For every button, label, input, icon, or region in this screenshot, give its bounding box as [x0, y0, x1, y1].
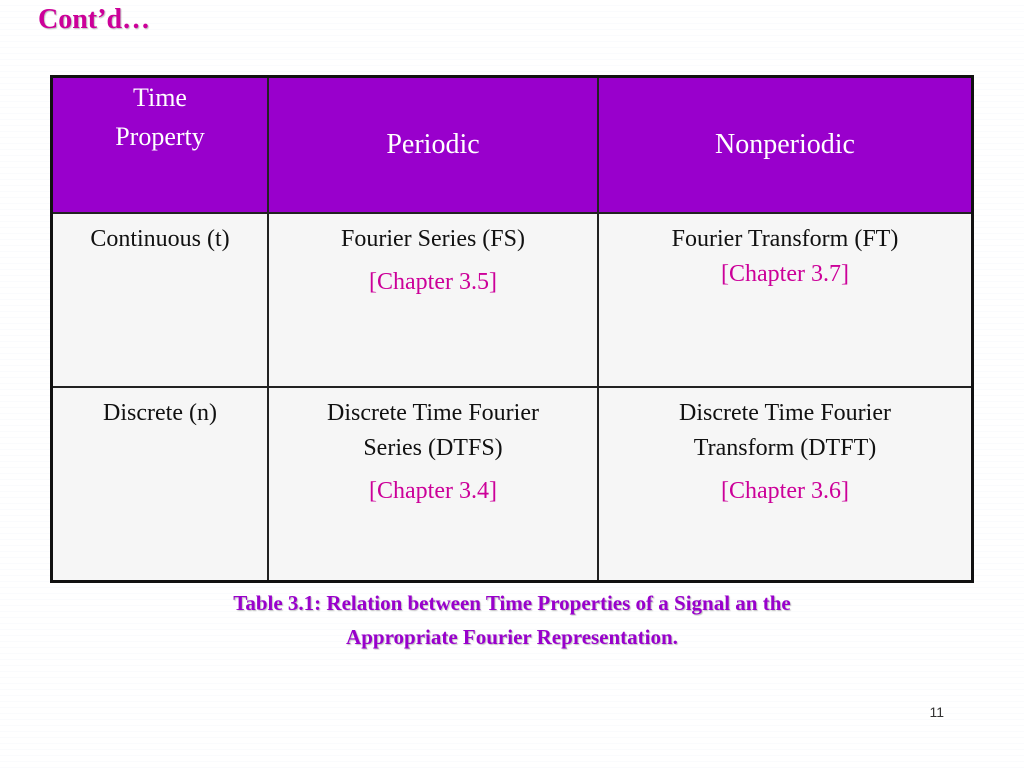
header-periodic: Periodic	[268, 77, 598, 214]
chapter-reference: [Chapter 3.7]	[721, 260, 849, 287]
header-time-line: Time	[133, 83, 187, 112]
cell-text-line: Fourier Transform (FT)	[671, 226, 899, 252]
page-number: 11	[929, 704, 944, 720]
table-row-discrete	[52, 387, 973, 582]
cell-text-line: Series (DTFS)	[363, 434, 503, 461]
caption-line: Appropriate Fourier Representation.	[346, 624, 678, 649]
cell-text-line: Discrete Time Fourier	[679, 400, 891, 426]
cell-time-discrete: Discrete (n)	[52, 387, 269, 582]
cell-discrete-periodic	[268, 387, 598, 582]
table-row-continuous	[52, 213, 973, 387]
cell-continuous-nonperiodic	[598, 213, 973, 387]
cell-text-line: Transform (DTFT)	[693, 434, 877, 461]
header-property-line: Property	[115, 122, 205, 151]
fourier-representation-table	[50, 75, 974, 583]
table-caption	[0, 587, 1024, 654]
cell-text-line: Discrete Time Fourier	[327, 400, 539, 426]
cell-discrete-nonperiodic	[598, 387, 973, 582]
cell-time-continuous: Continuous (t)	[52, 213, 269, 387]
slide-title: Cont’d…	[38, 4, 151, 35]
cell-continuous-periodic	[268, 213, 598, 387]
caption-line: Table 3.1: Relation between Time Properties of a Signal an the	[233, 591, 791, 615]
chapter-reference: [Chapter 3.6]	[721, 477, 849, 504]
chapter-reference: [Chapter 3.5]	[369, 268, 497, 295]
cell-text-line: Fourier Series (FS)	[341, 226, 525, 252]
chapter-reference: [Chapter 3.4]	[369, 477, 497, 504]
header-nonperiodic: Nonperiodic	[598, 77, 973, 214]
table-header-row	[52, 77, 973, 214]
header-time-property	[52, 77, 269, 214]
